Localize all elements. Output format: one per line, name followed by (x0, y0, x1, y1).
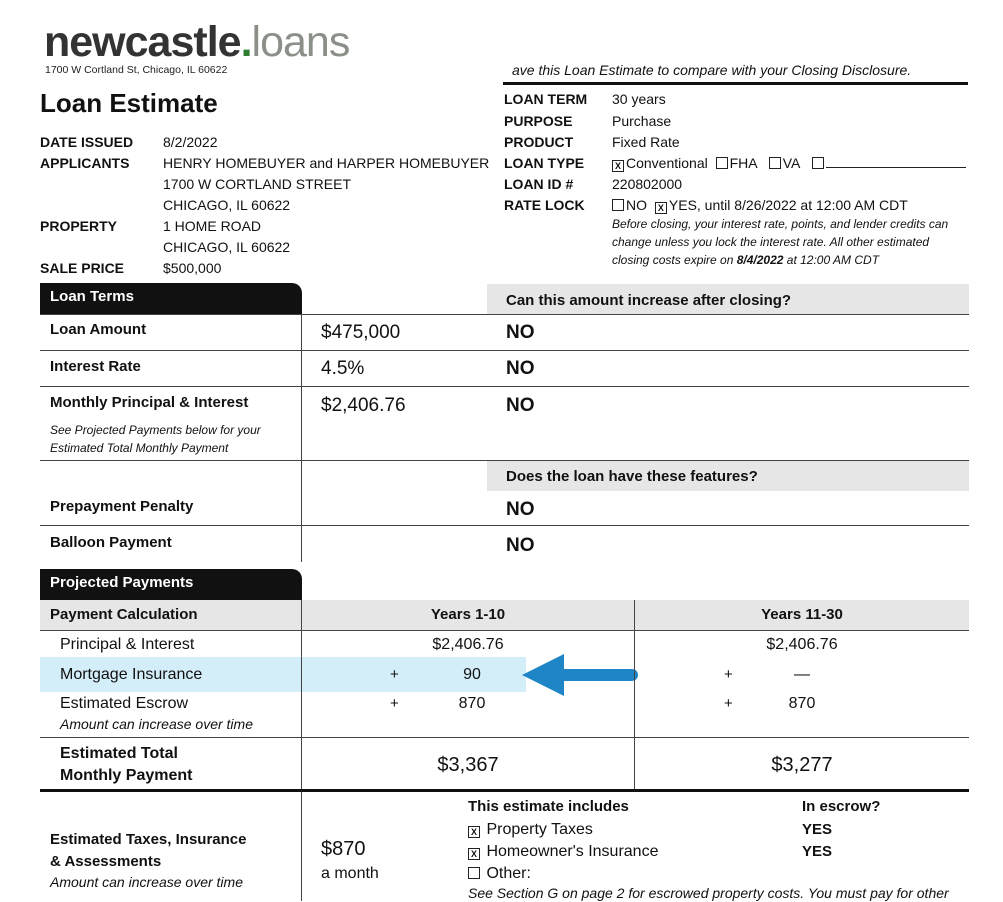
divider (40, 737, 969, 738)
taxes-note: Amount can increase over time (50, 874, 243, 890)
other-item (468, 865, 531, 883)
fha-checkbox[interactable] (716, 157, 728, 169)
taxes-amount: $870 (321, 838, 366, 860)
loan-term-label: LOAN TERM (504, 91, 588, 107)
taxes-footnote: See Section G on page 2 for escrowed property costs. You must pay for other (468, 885, 949, 901)
property-taxes-label: Property Taxes (486, 821, 593, 838)
product-label: PRODUCT (504, 134, 574, 150)
other-checkbox[interactable] (468, 867, 480, 879)
property-line1: 1 HOME ROAD (163, 218, 262, 234)
increase-header: Can this amount increase after closing? (506, 292, 792, 309)
brand-logo: newcastle.loans (44, 18, 350, 66)
page-title: Loan Estimate (40, 88, 218, 118)
loan-id-value: 220802000 (612, 176, 683, 192)
interest-rate-value: 4.5% (321, 358, 365, 379)
loan-id-label: LOAN ID # (504, 176, 574, 192)
column-divider (301, 314, 302, 562)
divider (40, 386, 969, 387)
escrow-years-1-10: 870 (458, 695, 486, 712)
divider (40, 314, 969, 315)
mi-years-11-30: — (794, 666, 810, 683)
fha-label: FHA (729, 155, 757, 171)
divider (40, 350, 969, 351)
escrow-label: Estimated Escrow (60, 695, 189, 712)
rate-lock-no-checkbox[interactable] (612, 199, 624, 211)
mi-years-1-10: 90 (463, 666, 481, 683)
interest-rate-answer: NO (506, 358, 535, 379)
prepayment-answer: NO (506, 499, 535, 520)
product-value: Fixed Rate (612, 134, 680, 150)
divider (40, 525, 969, 526)
taxes-label-1: Estimated Taxes, Insurance (50, 831, 247, 848)
rate-lock-yes-checkbox[interactable]: X (655, 202, 667, 214)
sale-price-value: $500,000 (163, 260, 222, 276)
other-loan-type-line (826, 155, 966, 168)
save-note: ave this Loan Estimate to compare with your Closing Disclosure. (512, 62, 912, 78)
monthly-pi-answer: NO (506, 395, 535, 416)
escrow-note: Amount can increase over time (60, 716, 253, 732)
loan-amount-value: $475,000 (321, 322, 401, 343)
mi-plus-1: + (390, 666, 399, 683)
applicants-line3: CHICAGO, IL 60622 (163, 197, 291, 213)
loan-amount-answer: NO (506, 322, 535, 343)
prepayment-label: Prepayment Penalty (50, 498, 194, 515)
escrow-plus-2: + (724, 695, 733, 712)
column-divider (301, 600, 302, 790)
rate-lock-no-label: NO (626, 197, 647, 213)
monthly-pi-note-1: See Projected Payments below for your (50, 423, 261, 437)
pi-years-11-30: $2,406.76 (766, 636, 838, 653)
loan-type-label: LOAN TYPE (504, 155, 585, 171)
property-label: PROPERTY (40, 218, 118, 234)
features-header: Does the loan have these features? (506, 468, 758, 485)
section-rule (40, 789, 969, 792)
va-label: VA (782, 155, 800, 171)
loan-terms-tab: Loan Terms (40, 283, 302, 314)
property-taxes-checkbox[interactable]: X (468, 826, 480, 838)
total-years-11-30: $3,277 (771, 754, 833, 776)
brand-address: 1700 W Cortland St, Chicago, IL 60622 (45, 64, 228, 76)
column-divider (301, 792, 302, 901)
arrow-icon (520, 652, 638, 698)
rate-lock-note-3: closing costs expire on 8/4/2022 at 12:00 AM CDT (612, 253, 880, 267)
interest-rate-label: Interest Rate (50, 358, 141, 375)
pi-label: Principal & Interest (60, 636, 195, 653)
taxes-period: a month (321, 865, 379, 882)
balloon-label: Balloon Payment (50, 534, 172, 551)
applicants-line2: 1700 W CORTLAND STREET (163, 176, 352, 192)
homeowners-insurance-escrow: YES (802, 843, 833, 860)
escrow-years-11-30: 870 (788, 695, 816, 712)
rate-lock-note-2: change unless you lock the interest rate. All other estimated (612, 235, 930, 249)
homeowners-insurance-item (468, 843, 658, 861)
va-checkbox[interactable] (769, 157, 781, 169)
pi-years-1-10: $2,406.76 (432, 636, 504, 653)
mi-label: Mortgage Insurance (60, 666, 203, 683)
property-taxes-escrow: YES (802, 821, 833, 838)
taxes-label-2: & Assessments (50, 853, 162, 870)
escrow-header: In escrow? (802, 798, 881, 815)
purpose-value: Purchase (612, 113, 672, 129)
monthly-pi-label: Monthly Principal & Interest (50, 394, 249, 411)
loan-term-value: 30 years (612, 91, 666, 107)
date-issued-value: 8/2/2022 (163, 134, 218, 150)
other-loan-type-checkbox[interactable] (812, 157, 824, 169)
balloon-answer: NO (506, 535, 535, 556)
homeowners-insurance-label: Homeowner's Insurance (486, 843, 659, 860)
rate-lock-note-1: Before closing, your interest rate, points, and lender credits can (612, 217, 949, 231)
conventional-label: Conventional (626, 155, 708, 171)
escrow-plus-1: + (390, 695, 399, 712)
property-line2: CHICAGO, IL 60622 (163, 239, 291, 255)
divider (40, 630, 969, 631)
years-11-30-header: Years 11-30 (761, 606, 843, 623)
rate-lock-label: RATE LOCK (504, 197, 585, 213)
monthly-pi-value: $2,406.76 (321, 395, 406, 416)
rate-lock-yes-label: YES, until 8/26/2022 at 12:00 AM CDT (668, 197, 908, 213)
rate-lock-options (612, 197, 908, 214)
conventional-checkbox[interactable]: X (612, 160, 624, 172)
other-label: Other: (486, 865, 531, 882)
total-label-2: Monthly Payment (60, 767, 193, 784)
payment-calc-label: Payment Calculation (50, 606, 198, 623)
homeowners-insurance-checkbox[interactable]: X (468, 848, 480, 860)
header-rule (503, 82, 968, 85)
years-1-10-header: Years 1-10 (430, 606, 506, 623)
loan-type-options (612, 155, 966, 172)
loan-amount-label: Loan Amount (50, 321, 147, 338)
property-taxes-item (468, 821, 593, 839)
applicants-label: APPLICANTS (40, 155, 130, 171)
applicants-line1: HENRY HOMEBUYER and HARPER HOMEBUYER (163, 155, 490, 171)
total-label-1: Estimated Total (60, 745, 178, 762)
column-divider (634, 600, 635, 790)
projected-payments-tab: Projected Payments (40, 569, 302, 600)
total-years-1-10: $3,367 (437, 754, 499, 776)
sale-price-label: SALE PRICE (40, 260, 125, 276)
includes-header: This estimate includes (468, 798, 629, 815)
date-issued-label: DATE ISSUED (40, 134, 134, 150)
monthly-pi-note-2: Estimated Total Monthly Payment (50, 441, 229, 455)
purpose-label: PURPOSE (504, 113, 573, 129)
mi-plus-2: + (724, 666, 733, 683)
